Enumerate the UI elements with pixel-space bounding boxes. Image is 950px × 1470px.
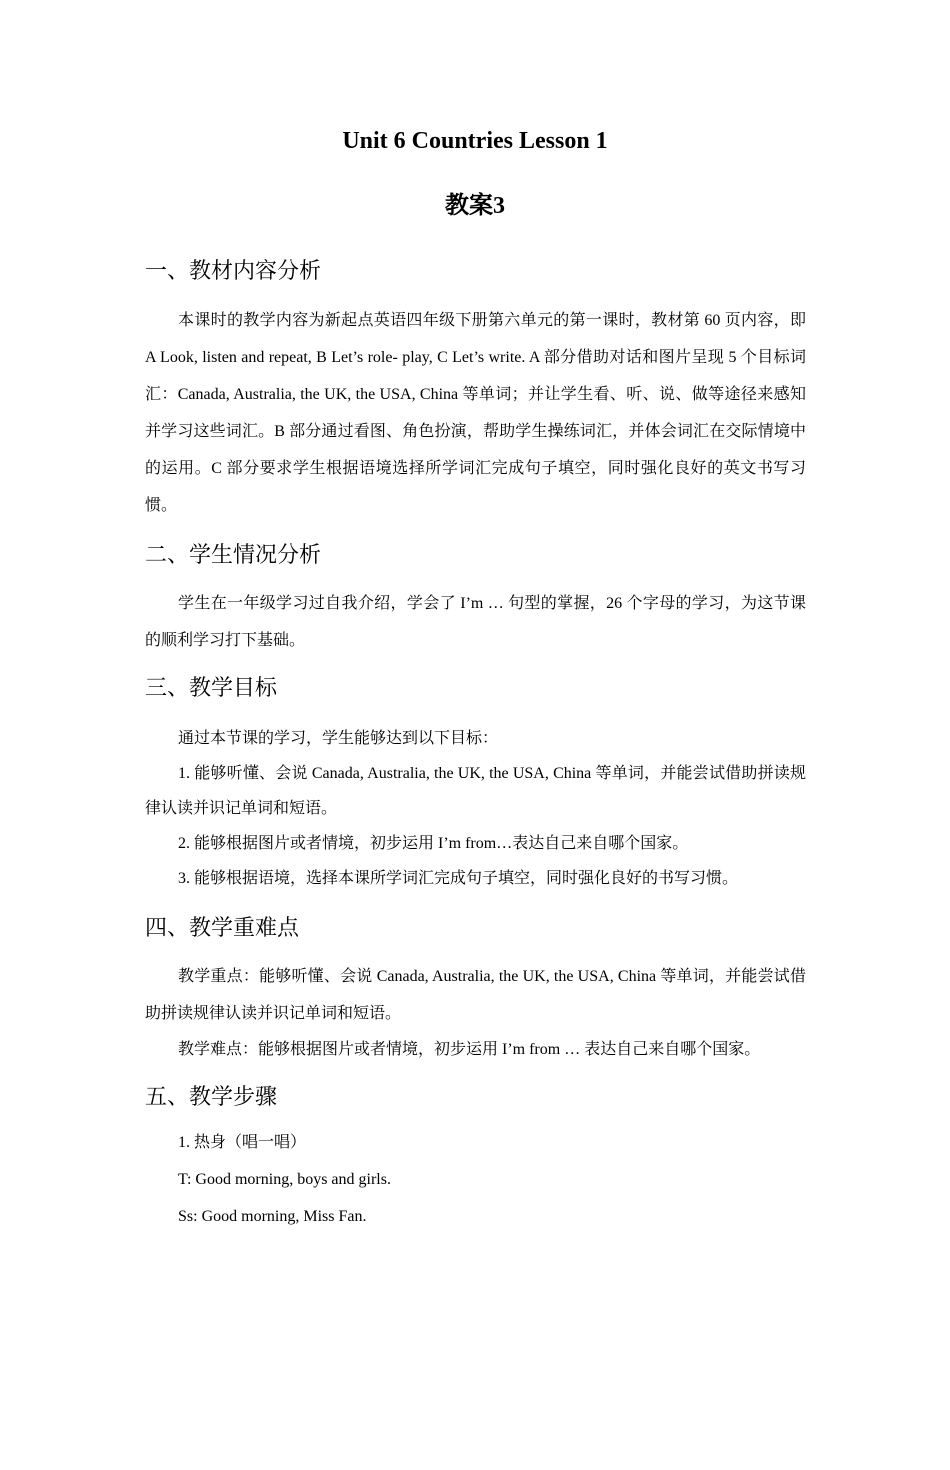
paragraph: 1. 热身（唱一唱） (178, 1134, 307, 1151)
paragraph: Ss: Good morning, Miss Fan. (178, 1208, 367, 1225)
document-page (0, 126, 950, 1275)
section-heading: 二、学生情况分析 (145, 542, 322, 567)
section-heading: 三、教学目标 (145, 675, 278, 700)
paragraph: 通过本节课的学习，学生能够达到以下目标： (178, 730, 499, 747)
section-heading: 一、教材内容分析 (145, 258, 322, 283)
paragraph: 教学难点：能够根据图片或者情境，初步运用 I’m from … 表达自己来自哪个国家。 (178, 1041, 761, 1058)
paragraph: T: Good morning, boys and girls. (178, 1171, 391, 1188)
document-title: Unit 6 Countries Lesson 1 (342, 128, 608, 154)
paragraph: 教学重点：能够听懂、会说 Canada, Australia, the UK, the USA, China 等单词，并能尝试借助拼读规律认读并识记单词和短语。 (145, 968, 806, 1022)
paragraph: 1. 能够听懂、会说 Canada, Australia, the UK, the USA, China 等单词，并能尝试借助拼读规律认读并识记单词和短语。 (145, 765, 806, 817)
paragraph: 学生在一年级学习过自我介绍，学会了 I’m … 句型的掌握，26 个字母的学习，为这节课的顺利学习打下基础。 (145, 595, 806, 649)
section-heading: 五、教学步骤 (145, 1084, 278, 1109)
paragraph: 本课时的教学内容为新起点英语四年级下册第六单元的第一课时，教材第 60 页内容，即 A Look, listen and repeat, B Let’s role- play, C Let’s write. A 部分借助对话和图片呈现 5 个目标词汇：Canada, Australia, the UK, the USA, China 等单词；并让学生看、听、说、做等途径来感知并学习这些词汇。B 部分通过看图、角色扮演，帮助学生操练词汇，并体会词汇在交际情境中的运用。C 部分要求学生根据语境选择所学词汇完成句子填空，同时强化良好的英文书写习惯。 (145, 312, 806, 514)
paragraph: 3. 能够根据语境，选择本课所学词汇完成句子填空，同时强化良好的书写习惯。 (178, 870, 739, 887)
section-heading: 四、教学重难点 (145, 915, 300, 940)
document-subtitle: 教案3 (445, 193, 505, 219)
paragraph: 2. 能够根据图片或者情境，初步运用 I’m from…表达自己来自哪个国家。 (178, 835, 689, 852)
